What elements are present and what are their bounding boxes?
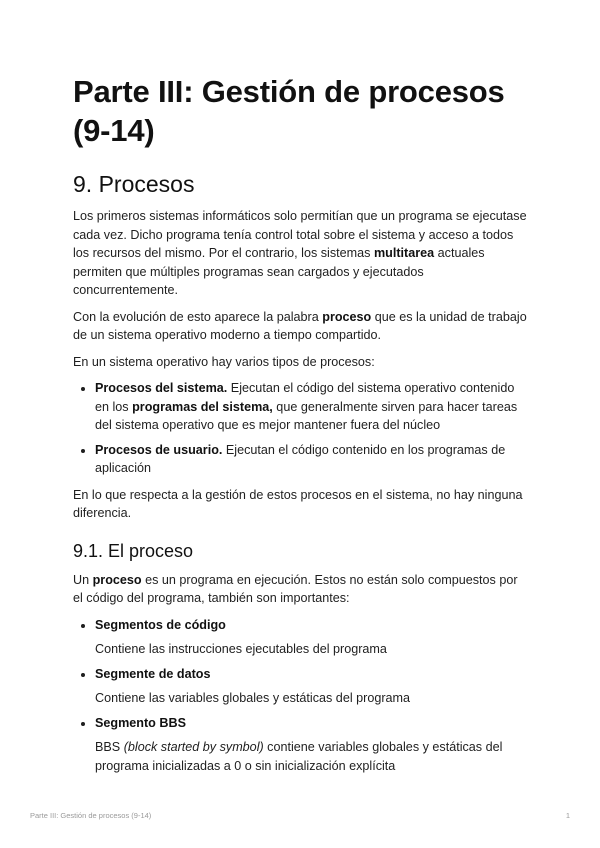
process-components-list [73, 616, 528, 776]
intro-paragraph-3: En un sistema operativo hay varios tipos de procesos: [73, 354, 375, 369]
list-item-description: Contiene las instrucciones ejecutables del programa [95, 642, 387, 656]
subsection-paragraph: Un proceso es un programa en ejecución. Estos no están solo compuestos por el código del programa, también son importantes: [73, 572, 518, 605]
process-types-list [73, 379, 528, 478]
list-item: • Procesos de usuario. Ejecutan el código contenido en los programas de aplicación [95, 441, 528, 478]
list-item: • Segmentos de código Contiene las instrucciones ejecutables del programa [95, 616, 528, 659]
list-item: • Segmente de datos Contiene las variables globales y estáticas del programa [95, 665, 528, 708]
list-item: • Segmento BBS BBS (block started by symbol) contiene variables globales y estáticas del programa inicializadas a 0 o sin inicialización explícita [95, 714, 528, 776]
page-number: 1 [565, 811, 570, 820]
page-footer [30, 811, 570, 820]
intro-paragraph-4: En lo que respecta a la gestión de estos procesos en el sistema, no hay ninguna diferencia. [73, 487, 523, 520]
footer-title: Parte III: Gestión de procesos (9-14) [30, 811, 152, 820]
intro-paragraph-1: Los primeros sistemas informáticos solo permitían que un programa se ejecutase cada vez. Dicho programa tenía control total sobre el sistema y acceso a todos los recursos del mismo. Por el contrario, los sistemas multitarea actuales permiten que múltiples programas sean cargados y ejecutados concurrentemente. [73, 209, 527, 297]
list-item: • Procesos del sistema. Ejecutan el código del sistema operativo contenido en los programas del sistema, que generalmente sirven para hacer tareas del sistema operativo que es mejor mantener fuera del núcleo [95, 379, 528, 435]
subsection-heading: 9.1. El proceso [73, 540, 194, 561]
section-heading: 9. Procesos [73, 171, 195, 197]
intro-paragraph-2: Con la evolución de esto aparece la palabra proceso que es la unidad de trabajo de un sistema operativo moderno a tiempo compartido. [73, 309, 527, 342]
list-item-description: BBS (block started by symbol) contiene variables globales y estáticas del programa inicializadas a 0 o sin inicialización explícita [95, 740, 503, 773]
list-item-description: Contiene las variables globales y estáticas del programa [95, 691, 411, 705]
page-title: Parte III: Gestión de procesos (9-14) [73, 74, 505, 148]
document-page [73, 72, 528, 783]
